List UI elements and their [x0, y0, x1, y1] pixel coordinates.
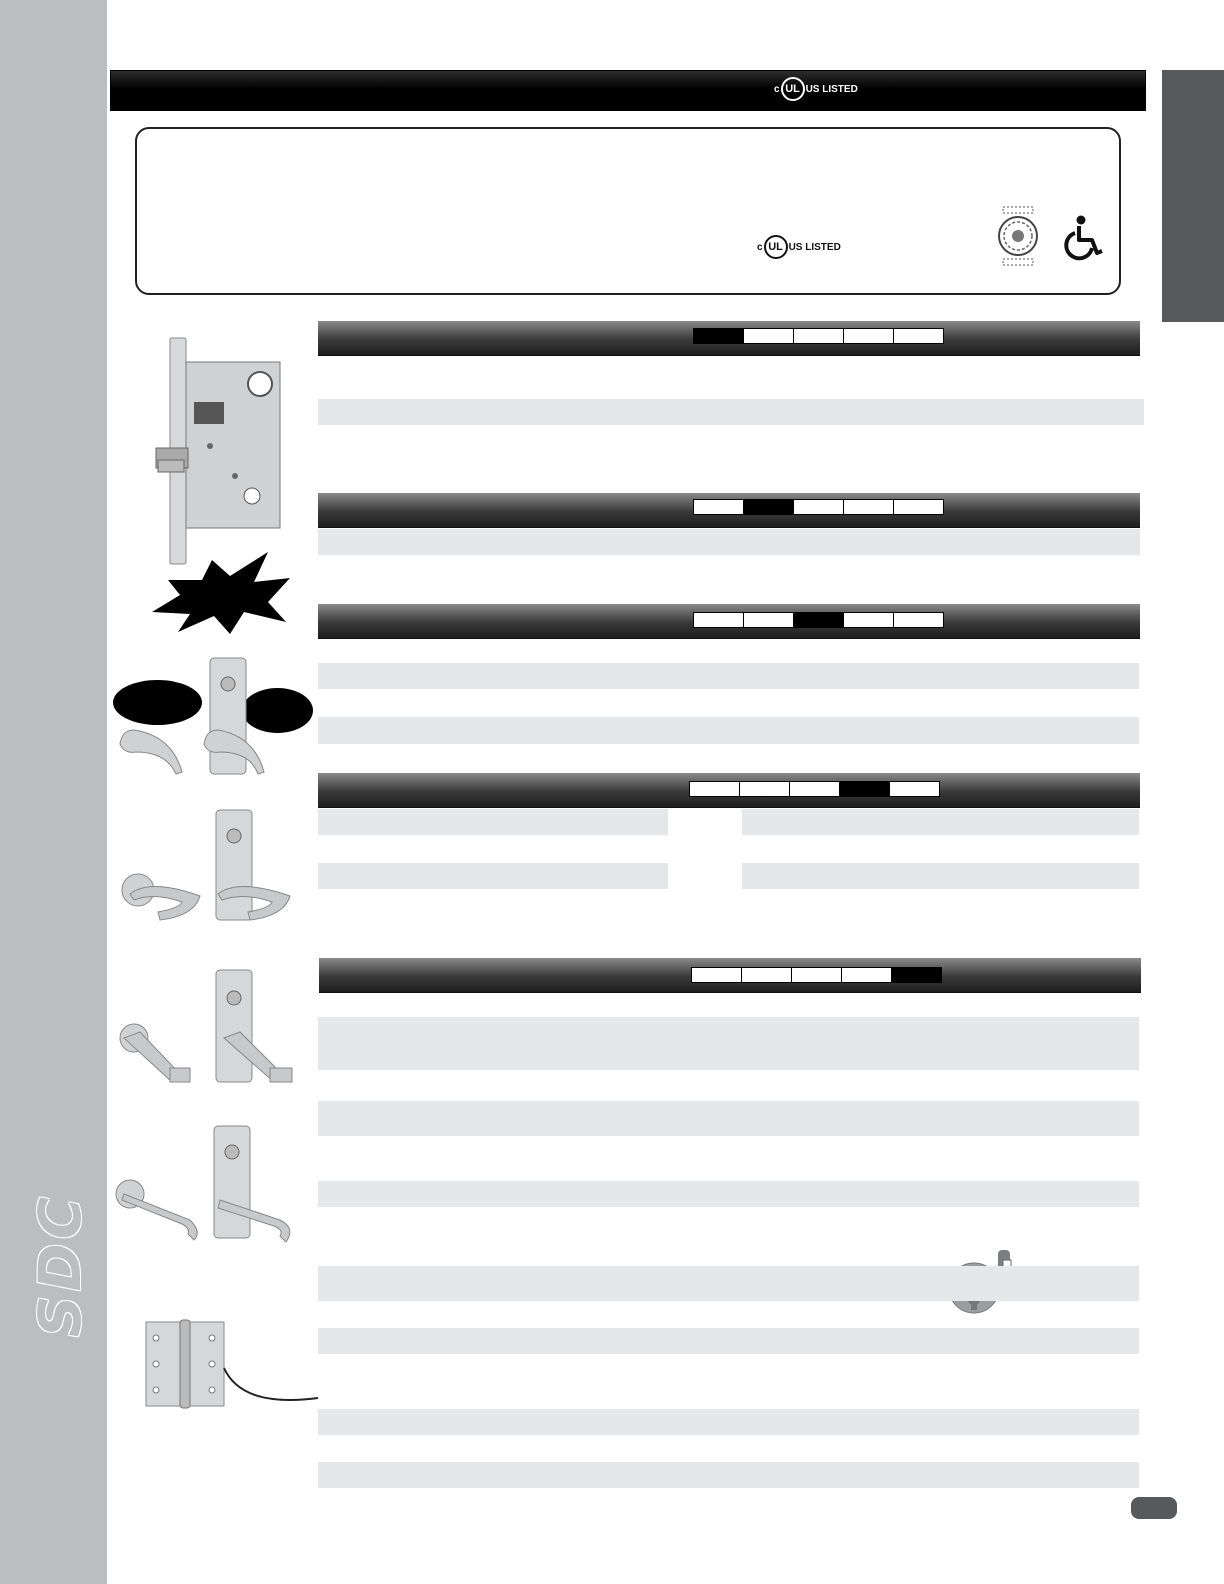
step-cell [842, 968, 892, 982]
step-cell [694, 329, 744, 343]
step-cell [790, 782, 840, 796]
step-cell [840, 782, 890, 796]
step-cell [894, 613, 943, 627]
section-header-3 [318, 604, 1140, 639]
section-header-4 [318, 773, 1140, 808]
ul-listed-mark: c UL US LISTED [757, 235, 841, 259]
section-header-2 [318, 493, 1140, 528]
step-cell [794, 613, 844, 627]
step-cell [694, 613, 744, 627]
ul-listed-mark: c UL US LISTED [774, 77, 858, 101]
step-cell [740, 782, 790, 796]
starburst-callout [150, 550, 292, 636]
curved-lever-set [112, 656, 272, 780]
step-cell [792, 968, 842, 982]
straight-lever-set [110, 968, 296, 1092]
table-row [318, 717, 1139, 744]
table-row [318, 1181, 1139, 1207]
step-indicator-5 [691, 967, 942, 983]
step-cell [692, 968, 742, 982]
table-row [318, 663, 1139, 689]
table-row [318, 863, 668, 889]
step-cell [794, 500, 844, 514]
table-row [318, 1462, 1139, 1488]
step-cell [744, 613, 794, 627]
step-cell [742, 968, 792, 982]
step-cell [744, 500, 794, 514]
table-row [318, 1409, 1139, 1435]
table-row [742, 809, 1139, 835]
curved-lever-set-alt [110, 808, 294, 926]
chapter-tab [1162, 70, 1224, 322]
step-cell [690, 782, 740, 796]
table-row [318, 809, 668, 835]
table-row [318, 1266, 1139, 1301]
left-sidebar [0, 0, 107, 1584]
step-cell [844, 329, 894, 343]
step-indicator-3 [693, 612, 944, 628]
step-indicator-4 [689, 781, 940, 797]
table-row [318, 1328, 1139, 1354]
table-row [318, 1017, 1139, 1070]
table-row [318, 1101, 1139, 1136]
table-row [742, 863, 1139, 889]
step-indicator-2 [693, 499, 944, 515]
step-cell [844, 500, 894, 514]
step-cell [894, 329, 943, 343]
step-cell [844, 613, 894, 627]
mortise-lock-body [140, 336, 300, 570]
step-indicator-1 [693, 328, 944, 344]
wheelchair-accessible-icon [1064, 215, 1108, 261]
step-cell [794, 329, 844, 343]
step-cell [744, 329, 794, 343]
intro-box [135, 127, 1121, 295]
title-bar [110, 70, 1146, 111]
step-cell [894, 500, 943, 514]
step-cell [892, 968, 941, 982]
step-cell [694, 500, 744, 514]
page-number-badge [1131, 1497, 1177, 1519]
certification-seal-icon [997, 205, 1039, 267]
sdc-logo: SDC [26, 1192, 95, 1338]
electric-hinge [142, 1318, 320, 1412]
table-row [318, 399, 1144, 425]
table-row [318, 529, 1140, 555]
return-lever-set [110, 1124, 296, 1248]
section-header-5 [319, 958, 1141, 993]
step-cell [890, 782, 939, 796]
section-header-1 [318, 321, 1140, 356]
